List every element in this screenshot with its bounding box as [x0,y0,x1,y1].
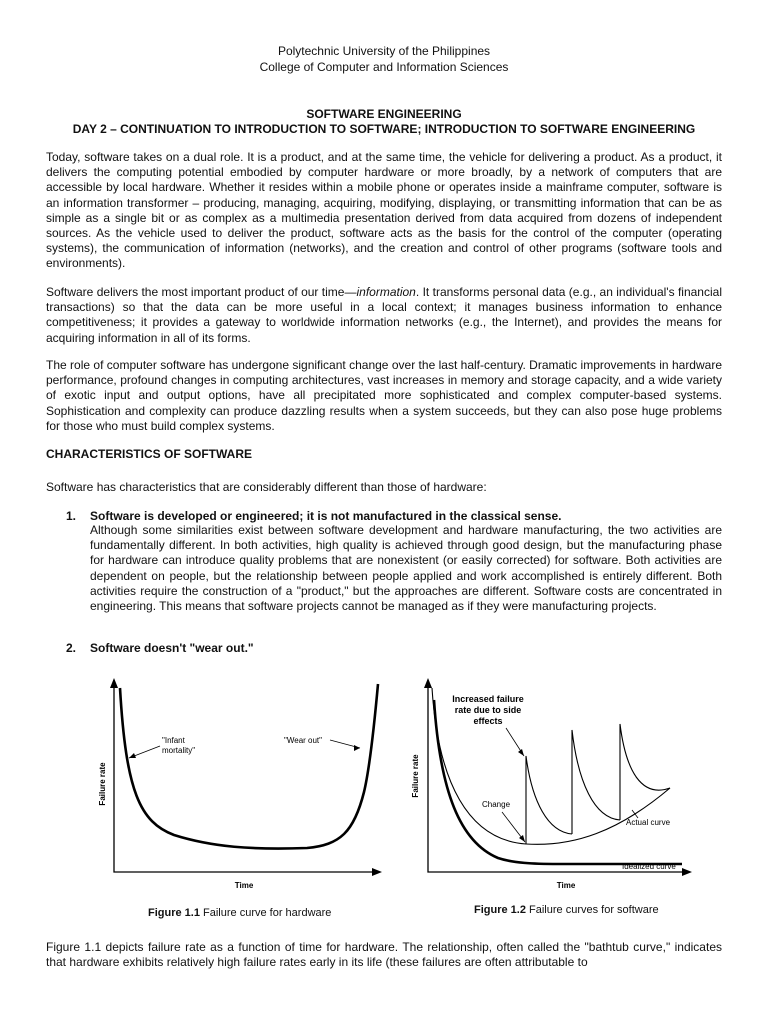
fig1-y-axis-arrow [110,678,118,688]
fig1-x-axis-arrow [372,868,382,876]
paragraph-2-emphasis: information [356,285,416,299]
fig1-infant-arrowhead [129,753,136,758]
fig2-y-label: Failure rate [411,754,420,798]
fig1-y-label: Failure rate [98,762,107,806]
fig2-increased-label-line2: rate due to side [454,705,522,715]
figure-1-caption-number: Figure 1.1 [148,907,200,919]
paragraph-1: Today, software takes on a dual role. It is a product, and at the same time, the vehicle for delivering a product. As a product, it delivers the computing potential embodied by computer hardware or more broadly, by a network of computers that are accessible by local hardware. Whether it resides within a mobile phone or operates inside a mainframe computer, software is an information transformer – producing, managing, acquiring, modifying, displaying, or transmitting information that can be as simple as a single bit or as complex as a multimedia presentation derived from data acquired from dozens of independent sources. As the vehicle used to deliver the product, software acts as the basis for the control of the computer (operating systems), the communication of information (networks), and the creation and control of other programs (software tools and environments). [46,150,722,271]
fig2-spike-2 [572,730,620,834]
fig1-infant-label-line1: "Infant [162,736,185,745]
fig2-change-arrowhead [519,835,525,842]
fig2-x-label: Time [556,881,576,890]
fig2-change-label: Change [482,800,511,809]
list-item-2-heading [66,641,254,655]
fig2-x-axis-arrow [682,868,692,876]
fig1-wear-label: "Wear out" [284,736,322,745]
fig2-increased-label-line1: Increased failure [452,694,524,704]
section-heading: CHARACTERISTICS OF SOFTWARE [46,447,252,461]
figure-1-caption-text: Failure curve for hardware [199,907,332,919]
fig2-increased-label-line3: effects [473,716,503,726]
list-item-1-heading [66,509,561,523]
figure-1-caption [148,907,331,919]
fig1-bathtub-curve [120,684,378,849]
list-item-1-body: Although some similarities exist between software development and hardware manufacturing, the two activities are fundamentally different. In both activities, high quality is achieved through good design, but the manufacturing phase for hardware can introduce quality problems that are nonexistent (or easily corrected) for software. Both activities are dependent on people, but the relationship between people applied and work accomplished is entirely different. Both activities require the construction of a "product," but the approaches are different. Software costs are concentrated in engineering. This means that software projects cannot be managed as if they were manufacturing projects. [90,523,722,614]
closing-paragraph: Figure 1.1 depicts failure rate as a function of time for hardware. The relationship, often called the "bathtub curve," indicates that hardware exhibits relatively high failure rates early in its life (these failures are often attributable to [46,940,722,970]
paragraph-3: The role of computer software has undergone significant change over the last half-century. Dramatic improvements in hardware performance, profound changes in computing architectures, vast increases in memory and storage capacity, and a wide variety of exotic input and output options, have all precipitated more sophisticated and complex computer-based systems. Sophistication and complexity can produce dazzling results when a system succeeds, but they can also pose huge problems for those who must build complex systems. [46,358,722,433]
fig1-y-axis [114,682,378,872]
fig1-wear-arrowhead [354,745,360,751]
figure-hardware-failure-curve [92,672,392,894]
university-name: Polytechnic University of the Philippines [277,44,491,58]
list-item-2-title: Software doesn't "wear out." [90,641,254,655]
fig2-spike-3 [620,724,670,820]
fig1-infant-label-line2: mortality" [162,746,196,755]
fig2-increased-arrowhead [518,749,524,756]
fig2-idealized-curve [434,700,682,864]
figure-2-caption-number: Figure 1.2 [474,904,526,916]
fig2-spike-1 [526,756,572,844]
day-title: DAY 2 – CONTINUATION TO INTRODUCTION TO SOFTWARE; INTRODUCTION TO SOFTWARE ENGINEERING [72,122,696,136]
paragraph-2-start: Software delivers the most important product of our time— [46,285,357,299]
course-title: SOFTWARE ENGINEERING [306,107,462,121]
figure-2-caption [474,904,659,916]
fig2-y-axis-arrow [424,678,432,688]
list-item-1-number: 1. [66,509,77,523]
paragraph-2 [46,285,722,346]
list-item-2-number: 2. [66,641,77,655]
list-item-1-title: Software is developed or engineered; it is not manufactured in the classical sense. [90,509,562,523]
fig2-actual-arrow [632,810,638,818]
paragraph-2-end: . It transforms personal data (e.g., an individual's financial transactions) so that the data can be more useful in a local context; it manages business information to enhance competitiveness; it provides a gateway to worldwide information networks (e.g., the Internet), and provides the means for acquiring information in all of its forms. [46,285,722,345]
fig2-idealized-label: Idealized curve [622,862,676,871]
fig2-actual-label: Actual curve [626,818,671,827]
figure-2-caption-text: Failure curves for software [525,904,659,916]
figure-software-failure-curves [408,672,700,894]
fig1-x-label: Time [234,881,254,890]
college-name: College of Computer and Information Sciences [259,60,509,74]
section-intro: Software has characteristics that are considerably different than those of hardware: [46,480,487,494]
